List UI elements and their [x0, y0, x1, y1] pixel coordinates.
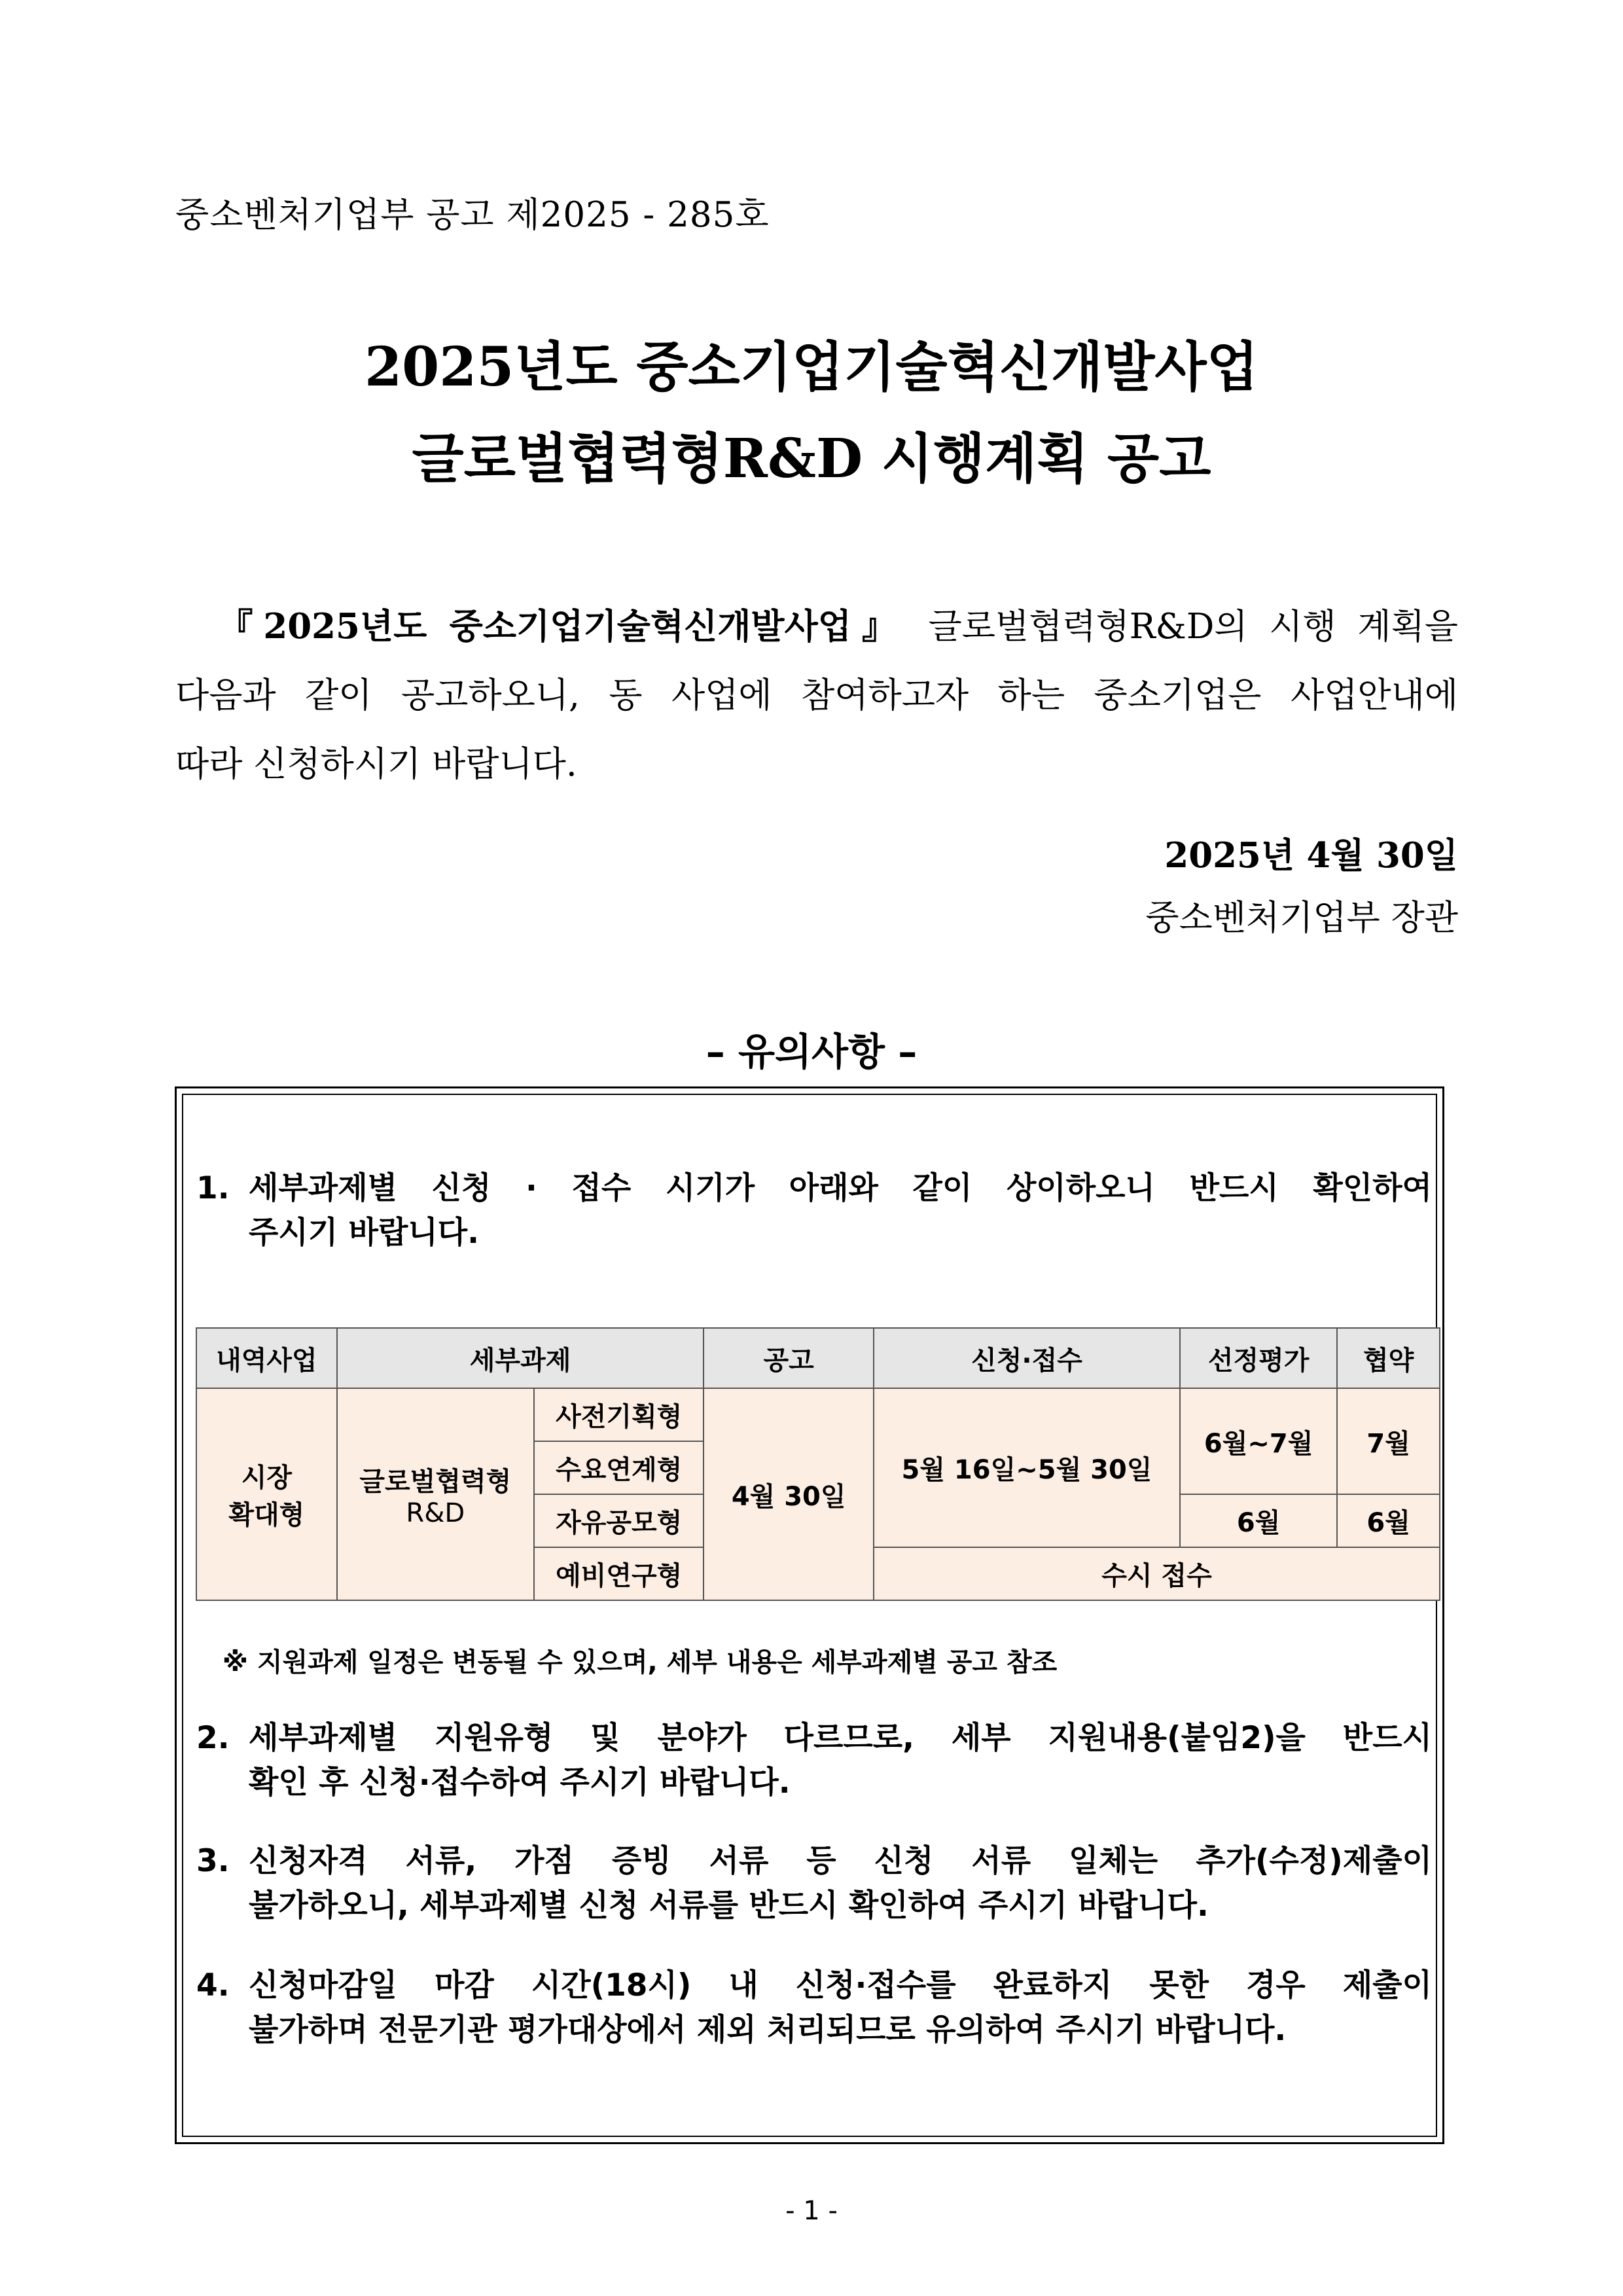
caution-title: – 유의사항 – — [705, 1030, 918, 1074]
header-program: 내역사업 — [196, 1328, 337, 1388]
task-line1: 글로벌협력형 — [359, 1466, 512, 1497]
cell-task — [337, 1388, 534, 1600]
cell-subtask: 수요연계형 — [534, 1441, 704, 1494]
cell-apply: 5월 16일~5월 30일 — [874, 1388, 1180, 1547]
caution-item-text: 확인 후 신청·접수하여 주시기 바랍니다. — [249, 1765, 791, 1801]
page-title-line1: 2025년도 중소기업기술혁신개발사업 — [365, 336, 1258, 399]
program-line1: 시장 — [241, 1463, 292, 1493]
issuer: 중소벤처기업부 장관 — [1145, 898, 1458, 938]
intro-paragraph — [175, 592, 1458, 798]
caution-item-number: 3. — [196, 1843, 230, 1879]
intro-line2: 다음과 같이 공고하오니, 동 사업에 참여하고자 하는 중소기업은 사업안내에 — [175, 675, 1458, 715]
page-title-line2: 글로벌협력형R&D 시행계획 공고 — [412, 427, 1211, 490]
intro-line1: 글로벌협력형R&D의 시행 계획을 — [928, 607, 1458, 647]
caution-item-number: 1. — [196, 1170, 230, 1206]
schedule-table — [196, 1327, 1440, 1601]
page-number: - 1 - — [785, 2196, 838, 2226]
caution-item-2 — [196, 1716, 1432, 1805]
header-agree: 협약 — [1337, 1328, 1440, 1388]
caution-item-text: 불가하오니, 세부과제별 신청 서류를 반드시 확인하여 주시기 바랍니다. — [249, 1888, 1209, 1924]
caution-item-text: 세부과제별 지원유형 및 분야가 다르므로, 세부 지원내용(붙임2)을 반드시 — [249, 1720, 1432, 1756]
caution-item-4 — [196, 1964, 1432, 2053]
header-task: 세부과제 — [337, 1328, 704, 1388]
cell-agree: 7월 — [1337, 1388, 1440, 1494]
cell-eval: 6월~7월 — [1180, 1388, 1337, 1494]
caution-item-text: 불가하며 전문기관 평가대상에서 제외 처리되므로 유의하여 주시기 바랍니다. — [249, 2012, 1287, 2048]
cell-subtask: 자유공모형 — [534, 1494, 704, 1547]
cell-rolling: 수시 접수 — [874, 1547, 1440, 1600]
header-announce: 공고 — [704, 1328, 874, 1388]
cell-program — [196, 1388, 337, 1600]
header-eval: 선정평가 — [1180, 1328, 1337, 1388]
cell-announce: 4월 30일 — [704, 1388, 874, 1600]
caution-item-number: 4. — [196, 1967, 230, 2003]
notice-number: 중소벤처기업부 공고 제2025 - 285호 — [175, 195, 770, 235]
caution-item-text: 신청마감일 마감 시간(18시) 내 신청·접수를 완료하지 못한 경우 제출이 — [249, 1967, 1432, 2003]
table-row — [196, 1388, 1440, 1441]
intro-program-name: 『2025년도 중소기업기술혁신개발사업』 — [218, 606, 907, 647]
cell-agree: 6월 — [1337, 1494, 1440, 1547]
cell-subtask: 예비연구형 — [534, 1547, 704, 1600]
caution-item-text: 세부과제별 신청 · 접수 시기가 아래와 같이 상이하오니 반드시 확인하여 — [249, 1170, 1432, 1206]
caution-item-1 — [196, 1166, 1432, 1255]
header-apply: 신청·접수 — [874, 1328, 1180, 1388]
caution-item-number: 2. — [196, 1720, 230, 1756]
announcement-date: 2025년 4월 30일 — [1164, 835, 1458, 876]
caution-item-3 — [196, 1839, 1432, 1928]
task-line2: R&D — [406, 1498, 465, 1528]
caution-item-text: 신청자격 서류, 가점 증빙 서류 등 신청 서류 일체는 추가(수정)제출이 — [249, 1843, 1432, 1879]
program-line2: 확대형 — [228, 1500, 305, 1530]
caution-item-text: 주시기 바랍니다. — [249, 1215, 480, 1251]
cell-subtask: 사전기획형 — [534, 1388, 704, 1441]
table-header-row — [196, 1328, 1440, 1388]
schedule-footnote: ※ 지원과제 일정은 변동될 수 있으며, 세부 내용은 세부과제별 공고 참조 — [223, 1647, 1058, 1677]
cell-eval: 6월 — [1180, 1494, 1337, 1547]
intro-line3: 따라 신청하시기 바랍니다. — [175, 744, 577, 784]
